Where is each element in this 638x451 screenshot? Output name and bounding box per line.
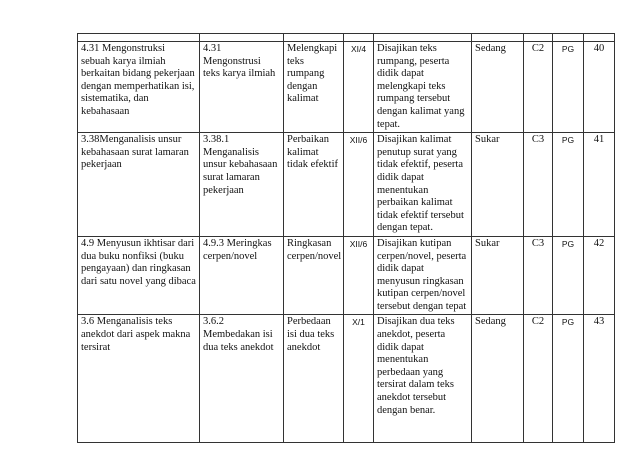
kelas-cell: XII/6	[344, 236, 374, 315]
kelas-cell: X/1	[344, 315, 374, 443]
table-header-row	[78, 34, 615, 42]
level-cell: C3	[524, 236, 553, 315]
bentuk-cell: PG	[553, 236, 584, 315]
table-row	[78, 315, 615, 443]
question-grid-table	[77, 33, 615, 443]
kelas-cell: XI/4	[344, 42, 374, 133]
soal-cell: Disajikan teks rumpang, peserta didik dapat melengkapi teks rumpang tersebut dengan kalimat yang tepat.	[374, 42, 472, 133]
materi-cell: Melengkapi teks rumpang dengan kalimat	[284, 42, 344, 133]
bentuk-cell: PG	[553, 315, 584, 443]
nomor-cell: 40	[584, 42, 615, 133]
indikator-cell: 4.9.3 Meringkas cerpen/novel	[200, 236, 284, 315]
kd-cell: 3.6 Menganalisis teks anekdot dari aspek makna tersirat	[78, 315, 200, 443]
nomor-cell: 41	[584, 133, 615, 237]
materi-cell: Perbedaan isi dua teks anekdot	[284, 315, 344, 443]
nomor-cell: 43	[584, 315, 615, 443]
soal-cell: Disajikan kalimat penutup surat yang tidak efektif, peserta didik dapat menentukan perbaikan kalimat tidak efektif tersebut dengan tepat.	[374, 133, 472, 237]
level-cell: C3	[524, 133, 553, 237]
soal-cell: Disajikan dua teks anekdot, peserta didik dapat menentukan perbedaan yang tersirat dalam teks anekdot tersebut dengan benar.	[374, 315, 472, 443]
kelas-cell: XII/6	[344, 133, 374, 237]
table-row	[78, 133, 615, 237]
table-row	[78, 42, 615, 133]
materi-cell: Perbaikan kalimat tidak efektif	[284, 133, 344, 237]
materi-cell: Ringkasan cerpen/novel	[284, 236, 344, 315]
kd-cell: 4.9 Menyusun ikhtisar dari dua buku nonfiksi (buku pengayaan) dan ringkasan dari satu novel yang dibaca	[78, 236, 200, 315]
tingkat-cell: Sedang	[472, 42, 524, 133]
bentuk-cell: PG	[553, 133, 584, 237]
table-row	[78, 236, 615, 315]
kd-cell: 4.31 Mengonstruksi sebuah karya ilmiah berkaitan bidang pekerjaan dengan memperhatikan isi, sistematika, dan kebahasaan	[78, 42, 200, 133]
soal-cell: Disajikan kutipan cerpen/novel, peserta didik dapat menyusun ringkasan kutipan cerpen/novel tersebut dengan tepat	[374, 236, 472, 315]
nomor-cell: 42	[584, 236, 615, 315]
level-cell: C2	[524, 42, 553, 133]
tingkat-cell: Sukar	[472, 133, 524, 237]
tingkat-cell: Sukar	[472, 236, 524, 315]
indikator-cell: 3.6.2 Membedakan isi dua teks anekdot	[200, 315, 284, 443]
indikator-cell: 3.38.1 Menganalisis unsur kebahasaan surat lamaran pekerjaan	[200, 133, 284, 237]
indikator-cell: 4.31 Mengonstrusi teks karya ilmiah	[200, 42, 284, 133]
kd-cell: 3.38Menganalisis unsur kebahasaan surat lamaran pekerjaan	[78, 133, 200, 237]
level-cell: C2	[524, 315, 553, 443]
bentuk-cell: PG	[553, 42, 584, 133]
tingkat-cell: Sedang	[472, 315, 524, 443]
